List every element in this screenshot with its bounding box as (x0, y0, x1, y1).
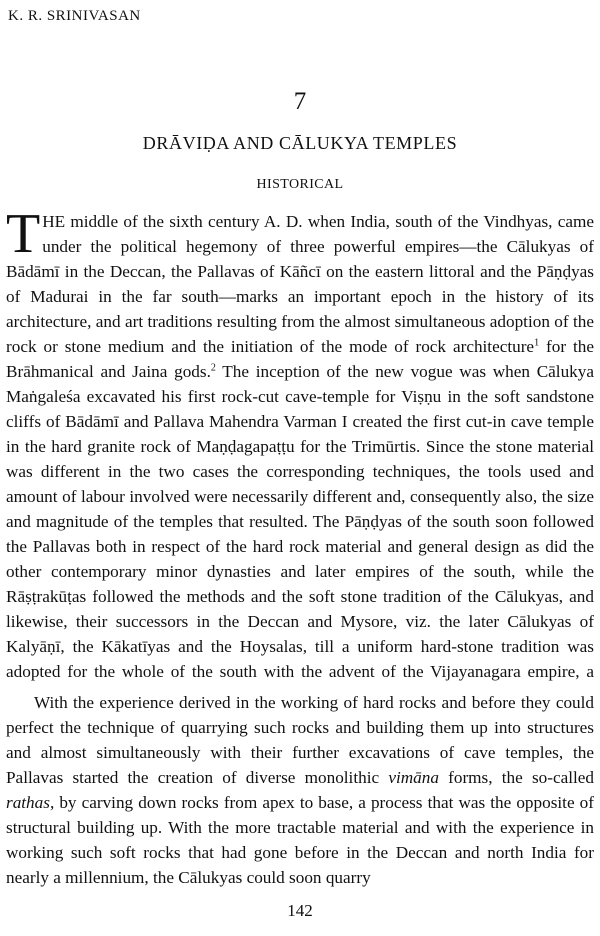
paragraph-2 (6, 690, 594, 892)
section-heading: HISTORICAL (256, 177, 344, 192)
drop-cap: T (6, 209, 41, 265)
chapter-number: 7 (293, 88, 307, 115)
paragraph-1-text-c: The inception of the new vogue was when Cālukya Maṅgaleśa excavated his first rock-cut cave-temple for Viṣṇu in the soft sandstone cliffs of Bādāmī and Pallava Mahendra Varman I created the first cut-in cave temple in the hard granite rock of Maṇḍagapaṭṭu for the Trimūrtis. Since the stone material was different in the two cases the corresponding techniques, the tools used and amount of labour involved were necessarily different and, consequently also, the size and magnitude of the temples that resulted. The Pāṇḍyas of the south soon followed the Pallavas both in respect of the hard rock material and general design as did the other contemporary minor dynasties and later empires of the south, while the Rāṣṭrakūṭas followed the methods and the soft stone tradition of the Cālukyas, and likewise, their successors in the Deccan and Mysore, viz. the later Cālukyas of Kalyāṇī, the Kākatīyas and the Hoysalas, till a uniform hard-stone tradition was adopted for the whole of the south with the advent of the Vijayanagara empire, a (6, 362, 594, 681)
footnote-marker-2: 2 (210, 362, 216, 374)
running-head: K. R. SRINIVASAN (8, 8, 141, 24)
paragraph-1 (6, 209, 594, 681)
footnote-marker-1: 1 (534, 337, 540, 349)
chapter-title: DRĀVIḌA AND CĀLUKYA TEMPLES (142, 133, 458, 153)
page-number: 142 (287, 901, 313, 920)
paragraph-2-text-b: forms, the so-called (438, 768, 594, 787)
paragraph-2-text-a: With the experience derived in the working of hard rocks and before they could perfect the technique of quarrying such rocks and building them up into structures and almost simultaneously with their further excavations of cave temples, the Pallavas started the creation of diverse monolithic (6, 693, 594, 787)
paragraph-1-text-a: HE middle of the sixth century A. D. when India, south of the Vindhyas, came under the political hegemony of three powerful empires—the Cālukyas of Bādāmī in the Deccan, the Pallavas of Kāñcī on the eastern littoral and the Pāṇḍyas of Madurai in the far south—marks an important epoch in the history of its architecture, and art traditions resulting from the almost simultaneous adoption of the rock or stone medium and the initiation of the mode of rock architecture (6, 212, 594, 356)
italic-term-vimana: vimāna (388, 768, 439, 787)
paragraph-1-text-b: for the Brāhmanical and Jaina gods. (6, 337, 594, 381)
paragraph-2-text-c: , by carving down rocks from apex to base, a process that was the opposite of structural building up. With the more tractable material and with the experience in working such soft rocks that had gone before in the Deccan and north India for nearly a millennium, the Cālukyas could soon quarry (6, 793, 594, 887)
italic-term-rathas: rathas (6, 793, 50, 812)
